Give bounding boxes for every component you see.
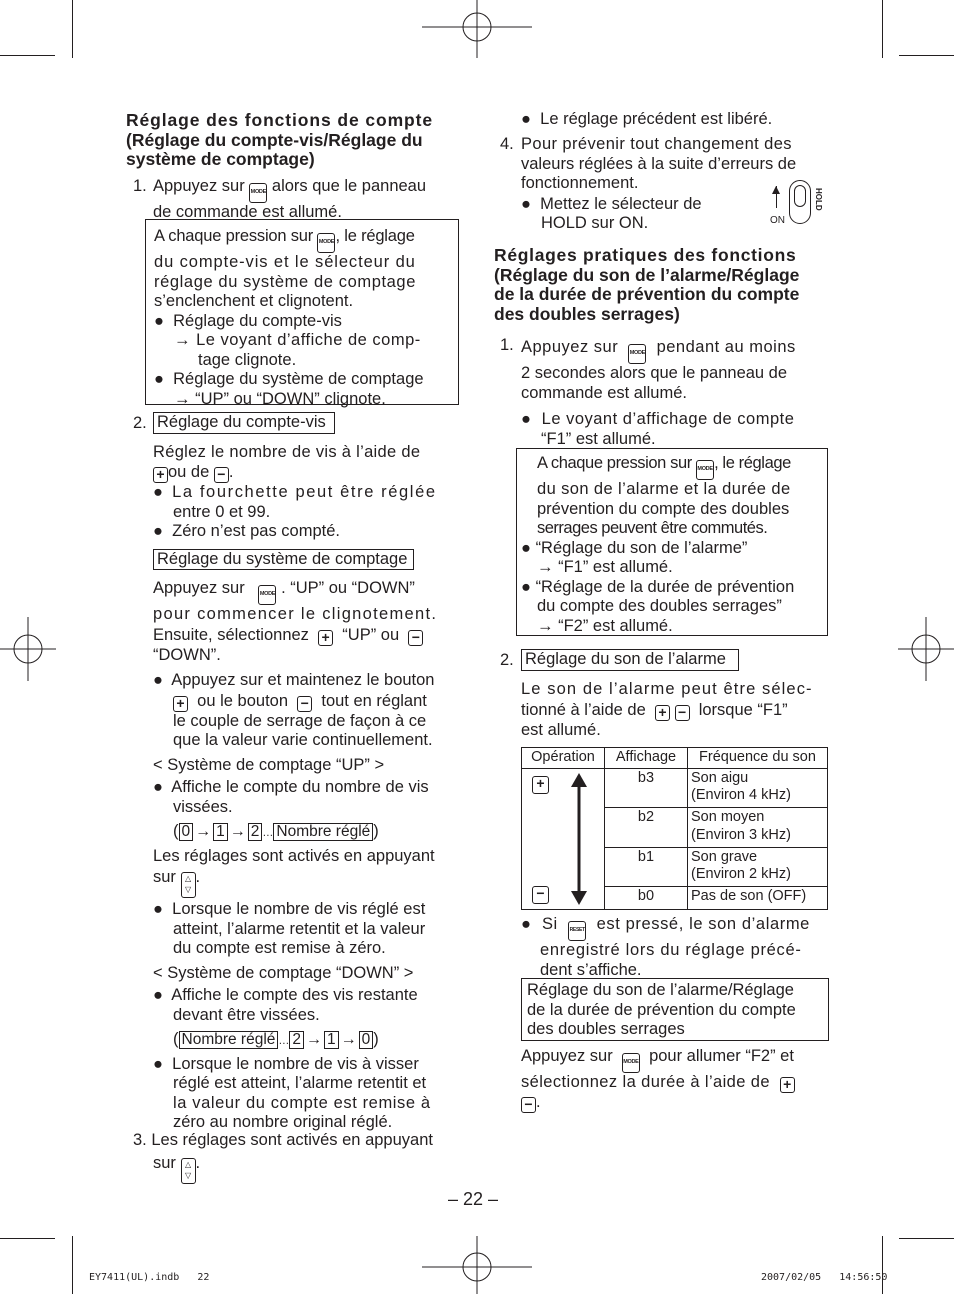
set-count-box: Nombre réglé — [179, 1031, 279, 1049]
mode-icon: MODE — [628, 344, 646, 364]
page-number: – 22 – — [448, 1189, 499, 1209]
mode-info-box-text: A chaque pression sur MODE, le réglage du compte-vis et le sélecteur du réglage du système de comptage s’enclenchent et clignotent. ● Réglage du compte-vis → Le voyant d’affiche de comp- tage clignote. ● Réglage du système de comptage → “UP” ou “DOWN” clignote. — [154, 227, 424, 408]
bullet: ● — [154, 370, 164, 388]
bullet: ● — [521, 110, 531, 128]
down-system-title: < Système de comptage “DOWN” > — [153, 963, 414, 982]
bullet: ● — [521, 194, 531, 213]
left-step-3: 3. Les réglages sont activés en appuyant sur △ ▽. — [133, 1131, 461, 1184]
screw-count-label: Réglage du compte-vis — [153, 412, 335, 434]
double-tightening-label-text: Réglage du son de l’alarme/Réglage de la durée de prévention du compte des doubles serrages — [527, 981, 796, 1038]
bullet: ● — [154, 311, 164, 330]
down-sequence: ( Nombre réglé … 2 → 1 → 0 ) — [173, 1030, 379, 1048]
bullet: ● — [153, 778, 163, 796]
counting-system-label: Réglage du système de comptage — [153, 549, 414, 571]
bullet: ● — [521, 538, 531, 557]
switch-hold-label: HOLD — [814, 188, 823, 211]
left-heading: Réglage des fonctions de compte (Réglage du compte-vis/Réglage du système de comptage) — [126, 110, 433, 169]
right-step-2: 2. Réglage du son de l’alarme Le son de l’alarme peut être sélec- tionné à l’aide de + − lorsque “F1” est allumé. — [500, 650, 813, 739]
bullet: ● — [153, 986, 163, 1004]
reset-icon: RESET — [568, 921, 586, 941]
mode-icon: MODE — [317, 233, 335, 253]
table-row: b0 Pas de son (OFF) — [522, 887, 828, 909]
minus-icon: − — [297, 696, 312, 712]
plus-icon: + — [173, 696, 188, 712]
operation-cell — [522, 768, 605, 909]
minus-icon: − — [675, 705, 690, 721]
minus-icon: − — [214, 467, 229, 483]
registration-mark-top — [418, 0, 536, 60]
up-system-title: < Système de comptage “UP” > — [153, 755, 385, 774]
up-down-icon: △ ▽ — [181, 872, 196, 898]
plus-icon: + — [532, 776, 549, 794]
minus-icon: − — [532, 886, 549, 904]
registration-mark-bottom — [418, 1234, 536, 1294]
plus-icon: + — [153, 467, 168, 483]
bullet: ● — [153, 522, 163, 540]
up-sequence: ( 0 → 1 → 2 … Nombre réglé ) — [173, 822, 379, 840]
footer-file: EY7411(UL).indb 22 — [89, 1272, 210, 1283]
right-top-bullet: ● Le réglage précédent est libéré. — [521, 110, 773, 128]
mode-icon: MODE — [258, 585, 276, 605]
right-heading: Réglages pratiques des fonctions (Réglage du son de l’alarme/Réglage de la durée de prévention du compte des doubles serrages) — [494, 245, 800, 324]
final-instruction: Appuyez sur MODE pour allumer “F2” et sélectionnez la durée à l’aide de + − . — [521, 1047, 794, 1112]
hold-switch — [768, 180, 826, 228]
reset-note: ● Si RESET est pressé, le son d’alarme enregistré lors du réglage précé- dent s’affiche. — [521, 915, 810, 979]
plus-icon: + — [780, 1077, 795, 1093]
minus-icon: − — [521, 1097, 536, 1113]
table-row: b1 Son grave (Environ 2 kHz) — [522, 847, 828, 887]
up-down-icon: △ ▽ — [181, 1158, 196, 1184]
bullet: ● — [521, 915, 532, 933]
plus-icon: + — [318, 630, 333, 646]
registration-mark-right — [894, 617, 954, 681]
minus-icon: − — [408, 630, 423, 646]
bullet: ● — [521, 410, 532, 428]
registration-mark-left — [0, 617, 60, 681]
table-row: + − b3 Son aigu (Environ 4 kHz) — [522, 768, 828, 808]
left-step-1: 1. Appuyez sur MODE alors que le panneau de commande est allumé. — [133, 177, 427, 221]
mode-icon: MODE — [696, 460, 714, 480]
set-count-box: Nombre réglé — [273, 823, 373, 841]
bullet: ● — [153, 900, 163, 918]
mode-icon: MODE — [249, 183, 267, 203]
left-step-2: 2. Réglage du compte-vis Réglez le nombre de vis à l’aide de + ou de − . ● La fourchette peut être réglée entre 0 et 99. ● Zéro n’est pas compté. Réglage du système de comptage Appuyez sur MODE . “UP” ou “DOWN” pour commencer le clignotement. Ensuite, sélectionnez + “UP” ou − “DOWN”. ● Appuyez sur et maintenez le bouton + ou le bouton − tout en réglant le couple de serrage de façon à ce que la valeur varie continuellement. < Système de comptage “UP” > ● Affiche le compte du nombre de vis vissées. ( 0 → 1 → 2 … Nombre réglé ) Les réglages sont activés en appuyant sur △ ▽. ● Lorsque le nombre de vis réglé est atteint, l’alarme retentit et la valeur du compte est remise à zéro. < Système de comptage “DOWN” > ● Affiche le compte des vis restante devant être vissées. ( Nombre réglé … 2 → 1 → 0 ) ● Lorsque le nombre de vis à visser réglé est atteint, l’alarme retentit et la valeur du compte est remise à zéro au nombre original réglé. — [133, 412, 461, 1133]
alarm-sound-label: Réglage du son de l’alarme — [521, 649, 739, 671]
bullet: ● — [153, 671, 163, 689]
bullet: ● — [153, 483, 163, 501]
footer-date: 2007/02/05 14:56:50 — [761, 1272, 888, 1283]
plus-icon: + — [655, 705, 670, 721]
right-step-4: 4. Pour prévenir tout changement des valeurs réglées à la suite d’erreurs de fonctionnement. ● Mettez le sélecteur de HOLD sur ON. — [500, 135, 797, 232]
mode-icon: MODE — [622, 1053, 640, 1073]
table-row: b2 Son moyen (Environ 3 kHz) — [522, 808, 828, 848]
table-header-row: Opération Affichage Fréquence du son — [522, 748, 828, 769]
sound-table — [521, 747, 828, 910]
sound-info-box-text: A chaque pression sur MODE, le réglage du son de l’alarme et la durée de prévention du compte des doubles serrages peuvent être commutés. ● “Réglage du son de l’alarme” → “F1” est allumé. ● “Réglage de la durée de prévention du compte des doubles serrages” → “F2” est allumé. — [521, 454, 795, 635]
right-step-1: 1. Appuyez sur MODE pendant au moins 2 secondes alors que le panneau de commande est allumé. ● Le voyant d’affichage de compte “F1” est allumé. — [500, 336, 796, 448]
bullet: ● — [153, 1054, 163, 1073]
switch-on-label: ON — [770, 215, 785, 226]
bullet: ● — [521, 577, 531, 596]
